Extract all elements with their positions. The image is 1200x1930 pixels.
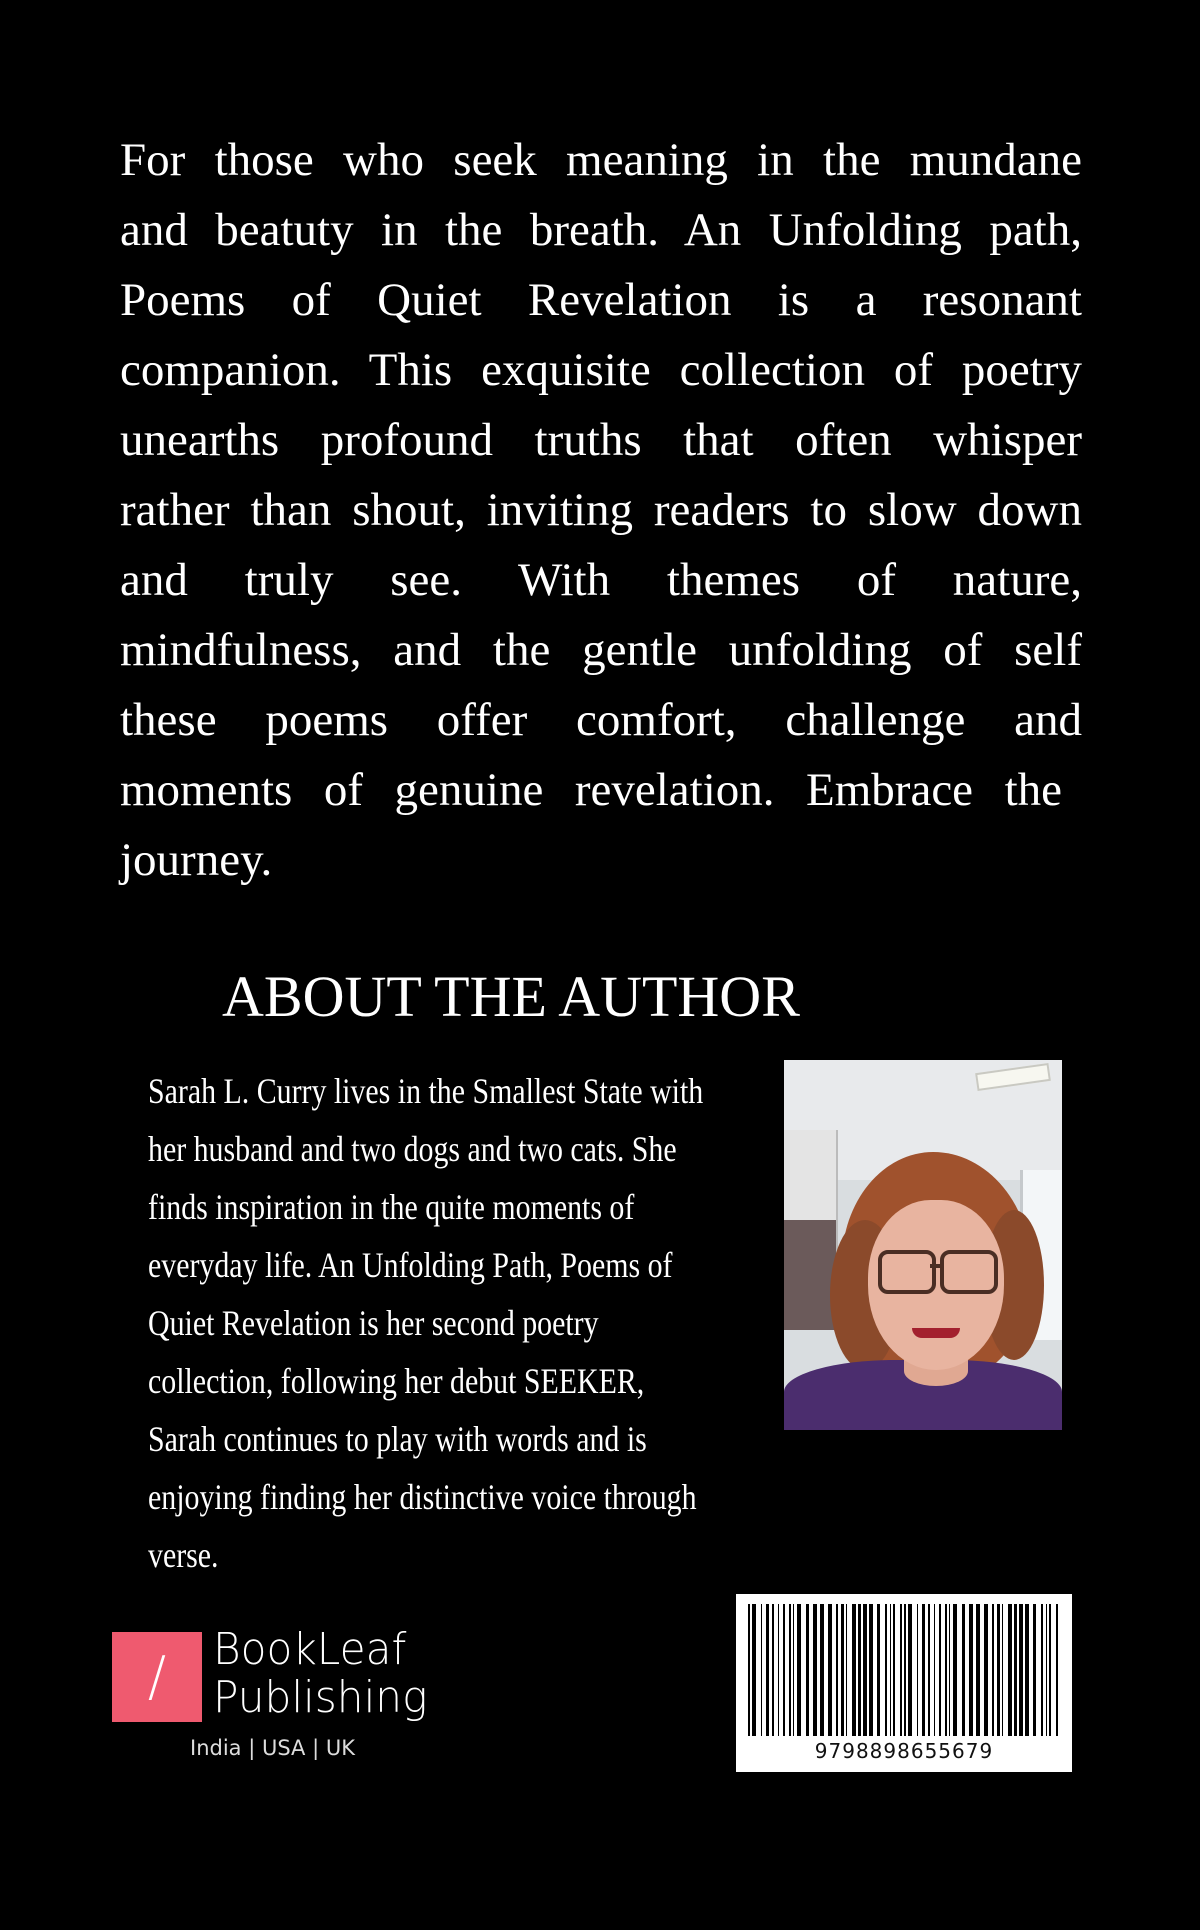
book-blurb xyxy=(120,125,1082,895)
bio-line: finds inspiration in the quite moments of xyxy=(148,1187,635,1227)
publisher-regions: India | USA | UK xyxy=(190,1736,355,1760)
blurb-line: companion. This exquisite collection of poetry xyxy=(120,344,1082,396)
blurb-line: and truly see. With themes of nature, xyxy=(120,554,1082,606)
bio-line: enjoying finding her distinctive voice through xyxy=(148,1477,697,1517)
slash-icon: / xyxy=(112,1632,202,1722)
bio-line: collection, following her debut SEEKER, xyxy=(148,1361,645,1401)
author-bio xyxy=(148,1062,768,1584)
blurb-line: journey. xyxy=(120,834,273,886)
author-photo xyxy=(784,1060,1062,1430)
publisher-logo xyxy=(112,1624,442,1762)
about-author-heading: ABOUT THE AUTHOR xyxy=(222,964,800,1029)
blurb-line: For those who seek meaning in the mundane xyxy=(120,134,1082,186)
blurb-line: unearths profound truths that often whisper xyxy=(120,414,1082,466)
bio-line: Quiet Revelation is her second poetry xyxy=(148,1303,599,1343)
blurb-line: these poems offer comfort, challenge and xyxy=(120,694,1082,746)
publisher-name-line2: Publishing xyxy=(213,1672,428,1723)
barcode-bars xyxy=(746,1604,1062,1736)
publisher-name-line1: BookLeaf xyxy=(213,1624,407,1675)
blurb-line: Poems of Quiet Revelation is a resonant xyxy=(120,274,1082,326)
blurb-line: moments of genuine revelation. Embrace the xyxy=(120,764,1062,816)
bio-line: Sarah L. Curry lives in the Smallest State with xyxy=(148,1071,704,1111)
bio-line: verse. xyxy=(148,1535,219,1575)
bio-line: Sarah continues to play with words and is xyxy=(148,1419,647,1459)
blurb-line: mindfulness, and the gentle unfolding of self xyxy=(120,624,1082,676)
barcode-number: 9798898655679 xyxy=(814,1739,994,1763)
isbn-barcode xyxy=(736,1594,1072,1772)
blurb-line: and beatuty in the breath. An Unfolding path, xyxy=(120,204,1082,256)
bio-line: her husband and two dogs and two cats. She xyxy=(148,1129,677,1169)
blurb-line: rather than shout, inviting readers to slow down xyxy=(120,484,1082,536)
bio-line: everyday life. An Unfolding Path, Poems of xyxy=(148,1245,673,1285)
